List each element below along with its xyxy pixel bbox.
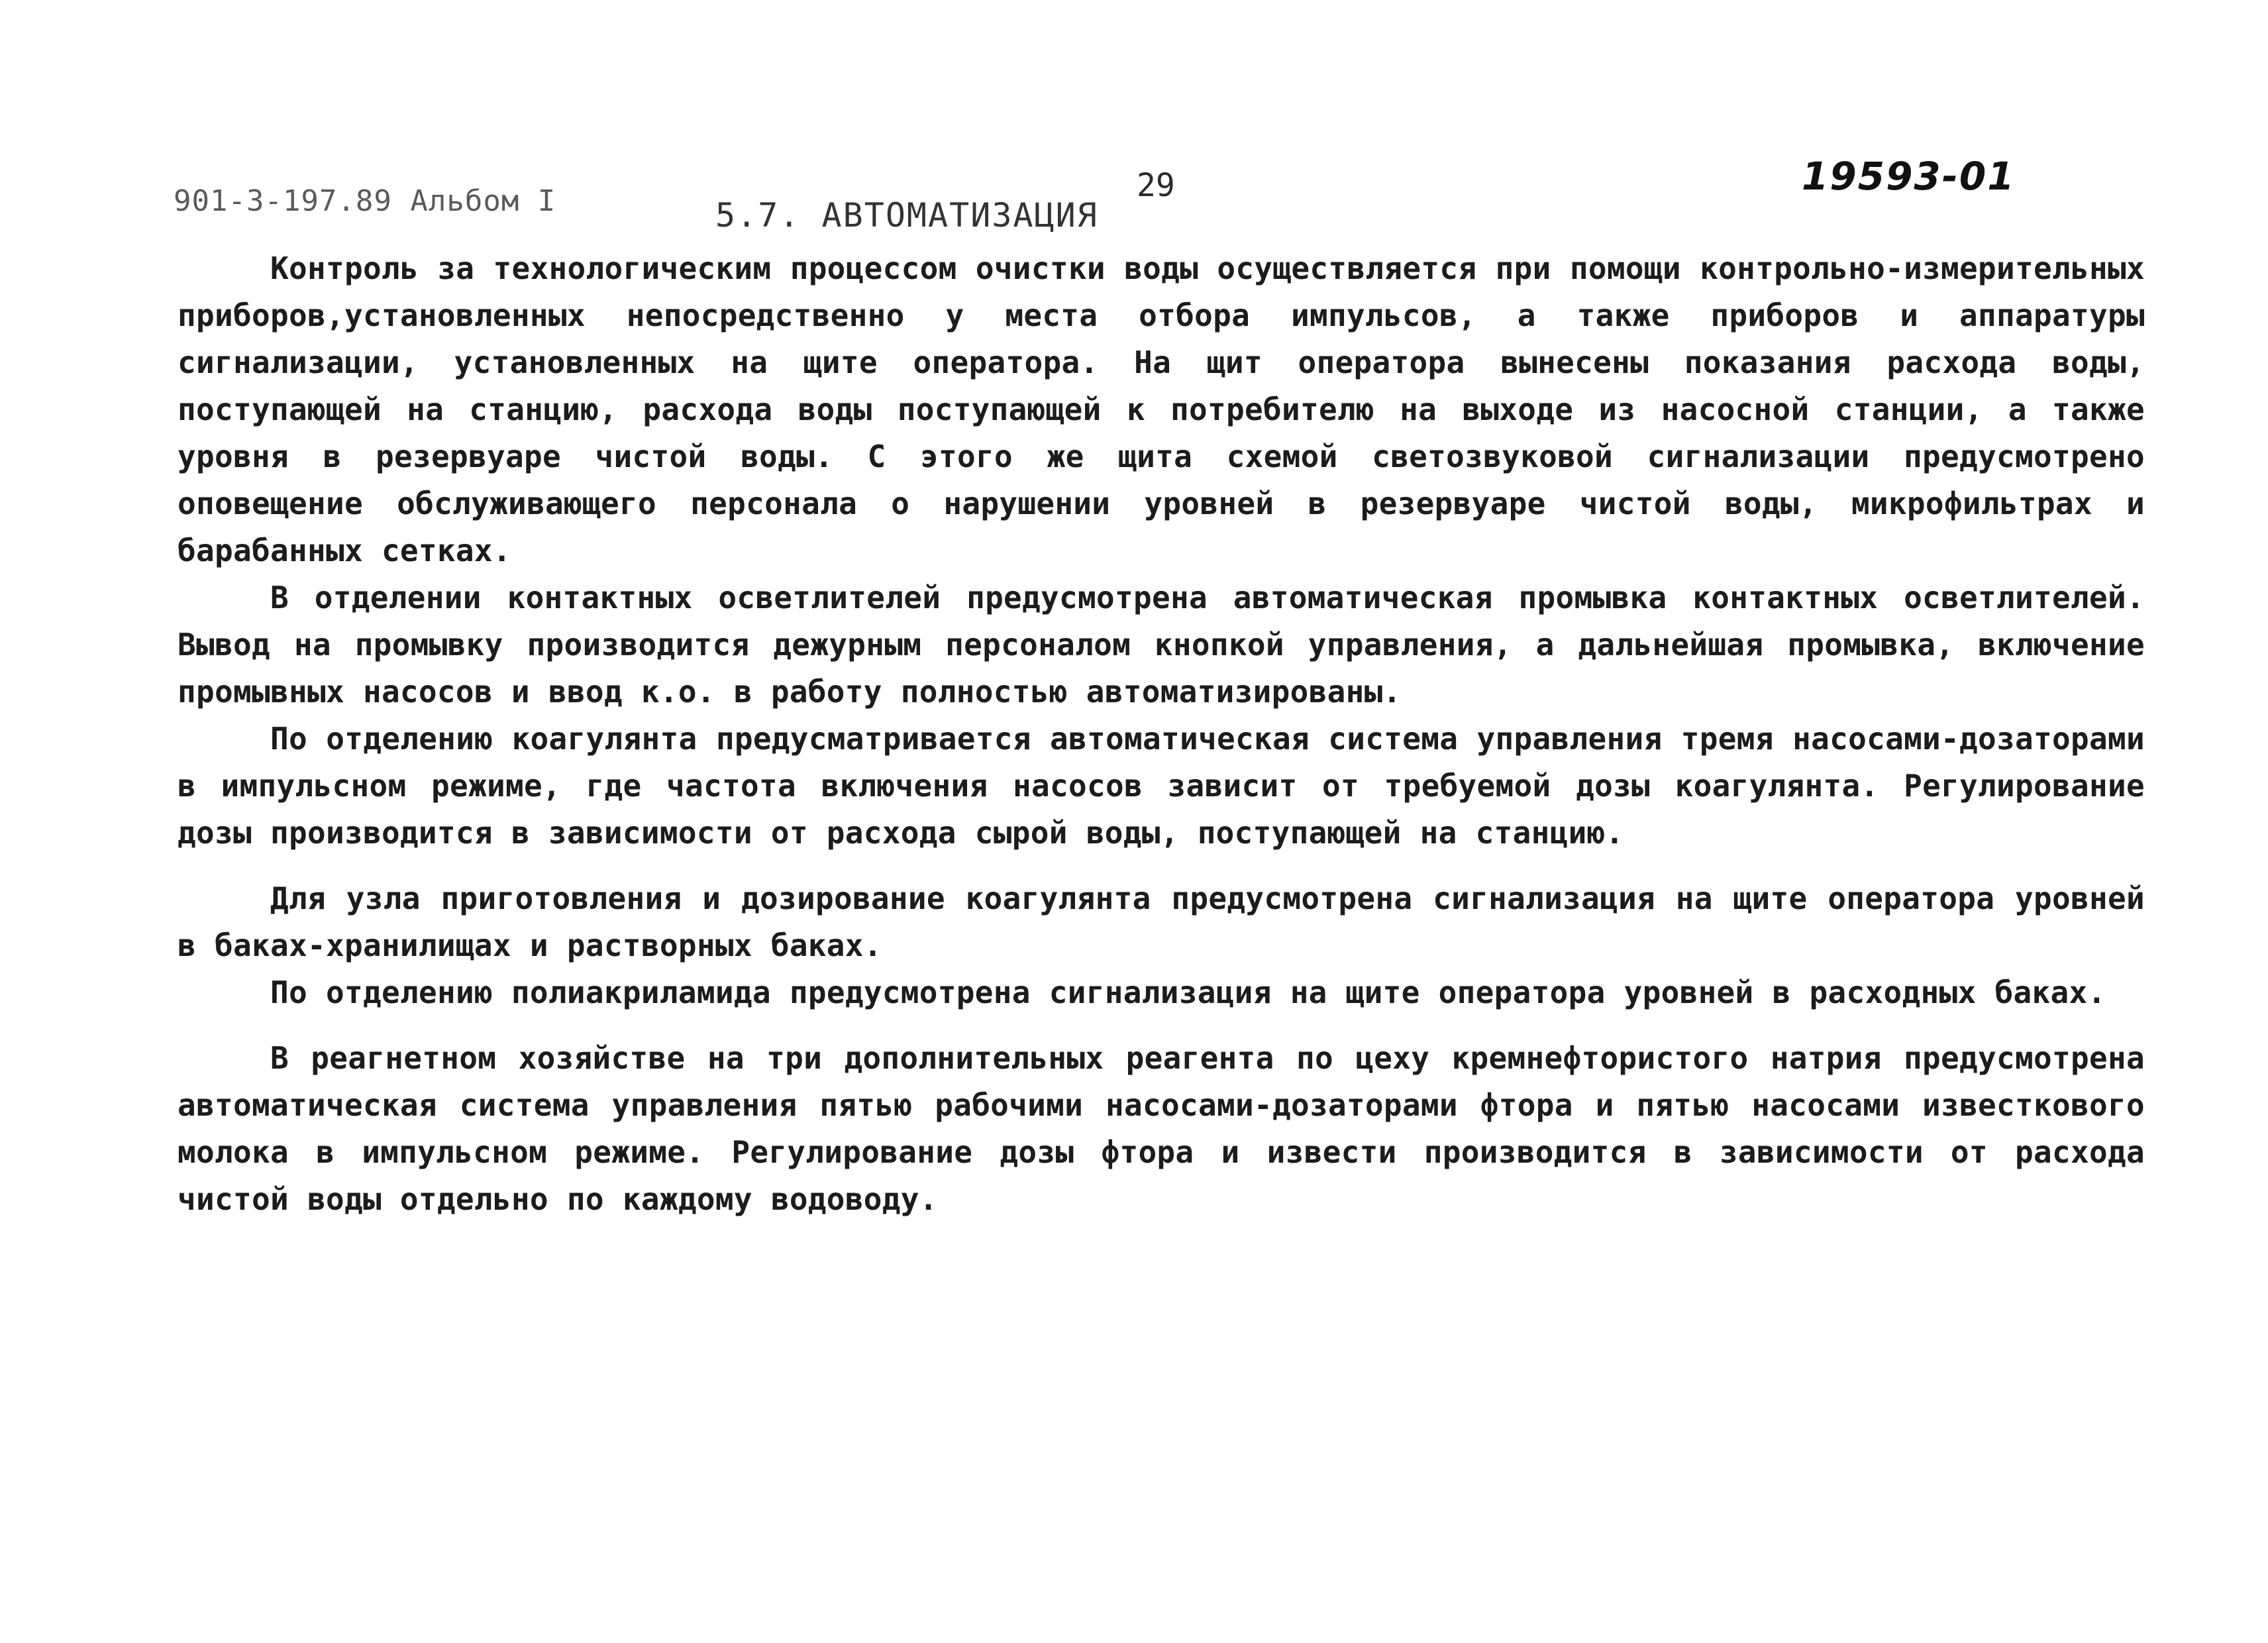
paragraph-reagent-facility: В реагнетном хозяйстве на три дополнительных реагента по цеху кремнефтористого натрия предусмотрена автоматическая система управления пятью рабочими насосами-дозаторами фтора и пятью насосами известкового молока в импульсном режиме. Регулирование дозы фтора и извести производится в зависимости от расхода чистой воды отдельно по каждому водоводу. xyxy=(178,1040,2145,1217)
album-reference: 901-3-197.89 Альбом I xyxy=(174,184,556,218)
paragraph-coagulant-preparation: Для узла приготовления и дозирование коагулянта предусмотрена сигнализация на щите оператора уровней в баках-хранилищах и растворных баках. xyxy=(178,880,2145,963)
document-body xyxy=(178,245,2145,1223)
section-title: 5.7. АВТОМАТИЗАЦИЯ xyxy=(715,196,1098,235)
paragraph-contact-clarifiers: В отделении контактных осветлителей предусмотрена автоматическая промывка контактных осветлителей. Вывод на промывку производится дежурным персоналом кнопкой управления, а дальнейшая промывка, включение промывных насосов и ввод к.о. в работу полностью автоматизированы. xyxy=(178,580,2145,710)
paragraph-coagulant-dosing: По отделению коагулянта предусматривается автоматическая система управления тремя насосами-дозаторами в импульсном режиме, где частота включения насосов зависит от требуемой дозы коагулянта. Регулирование дозы производится в зависимости от расхода сырой воды, поступающей на станцию. xyxy=(178,721,2145,851)
page-number: 29 xyxy=(1137,167,1175,204)
paragraph-control-overview: Контроль за технологическим процессом очистки воды осуществляется при помощи контрольно-измерительных приборов,установленных непосредственно у места отбора импульсов, а также приборов и аппаратуры сигнализации, установленных на щите оператора. На щит оператора вынесены показания расхода воды, поступающей на станцию, расхода воды поступающей к потребителю на выходе из насосной станции, а также уровня в резервуаре чистой воды. С этого же щита схемой светозвуковой сигнализации предусмотрено оповещение обслуживающего персонала о нарушении уровней в резервуаре чистой воды, микрофильтрах и барабанных сетках. xyxy=(178,250,2145,568)
document-code: 19593-01 xyxy=(1802,154,2016,199)
paragraph-polyacrylamide: По отделению полиакриламида предусмотрена сигнализация на щите оператора уровней в расходных баках. xyxy=(270,975,2106,1010)
